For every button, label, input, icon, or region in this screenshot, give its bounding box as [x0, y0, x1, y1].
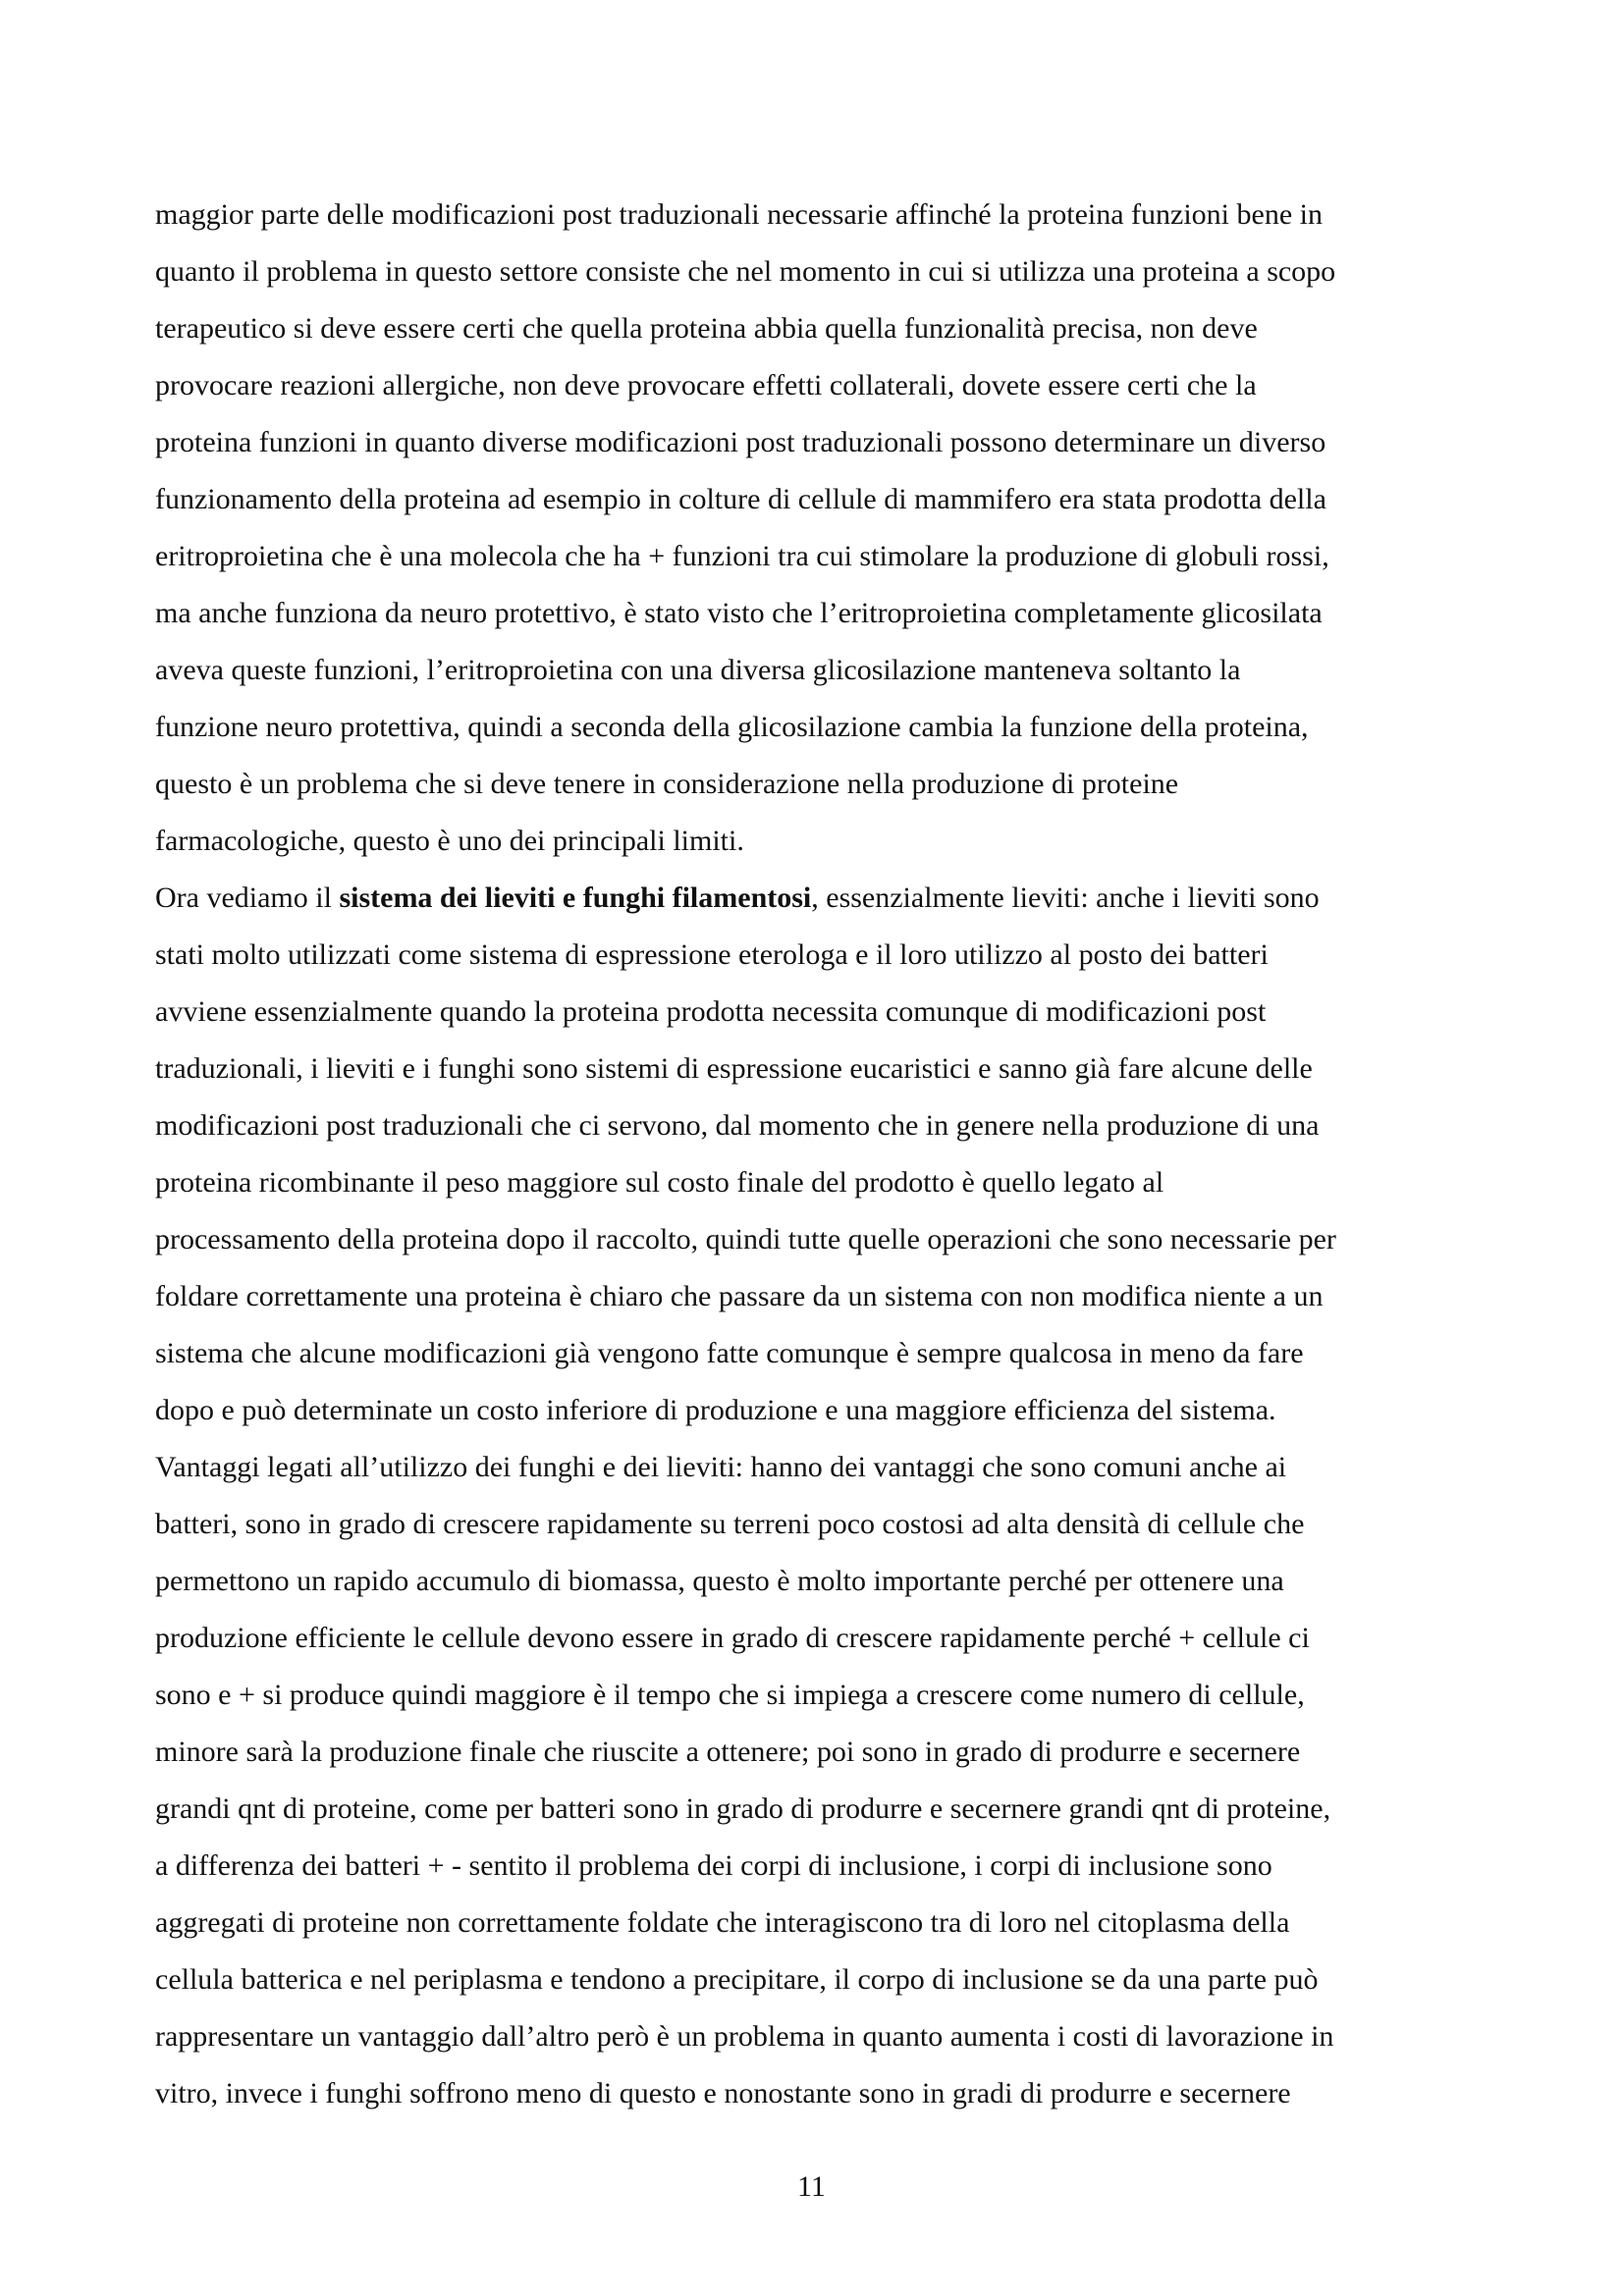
text-line: questo è un problema che si deve tenere in considerazione nella produzione di proteine: [155, 768, 1179, 800]
line-text-before-bold: Ora vediamo il: [155, 881, 340, 914]
text-line: proteina funzioni in quanto diverse modificazioni post traduzionali possono determinare un diverso: [155, 426, 1326, 458]
text-line: proteina ricombinante il peso maggiore sul costo finale del prodotto è quello legato al: [155, 1166, 1164, 1199]
text-line: grandi qnt di proteine, come per batteri sono in grado di produrre e secernere grandi qnt di proteine,: [155, 1792, 1331, 1825]
text-line: rappresentare un vantaggio dall’altro però è un problema in quanto aumenta i costi di lavorazione in: [155, 2020, 1334, 2053]
text-line: avviene essenzialmente quando la proteina prodotta necessita comunque di modificazioni post: [155, 995, 1267, 1028]
text-line: aggregati di proteine non correttamente foldate che interagiscono tra di loro nel citoplasma della: [155, 1906, 1290, 1939]
text-line: funzione neuro protettiva, quindi a seconda della glicosilazione cambia la funzione della proteina,: [155, 711, 1309, 743]
text-line: minore sarà la produzione finale che riuscite a ottenere; poi sono in grado di produrre e secernere: [155, 1735, 1301, 1768]
text-line: eritroproietina che è una molecola che ha + funzioni tra cui stimolare la produzione di globuli rossi,: [155, 540, 1329, 572]
text-line: modificazioni post traduzionali che ci servono, dal momento che in genere nella produzione di una: [155, 1109, 1320, 1142]
text-line: terapeutico si deve essere certi che quella proteina abbia quella funzionalità precisa, non deve: [155, 312, 1258, 345]
text-line-with-bold: [155, 870, 1481, 927]
page-number: 11: [797, 2170, 826, 2203]
text-line: Vantaggi legati all’utilizzo dei funghi e dei lieviti: hanno dei vantaggi che sono comuni anche ai: [155, 1451, 1287, 1483]
text-line: foldare correttamente una proteina è chiaro che passare da un sistema con non modifica niente a un: [155, 1280, 1324, 1312]
text-line: produzione efficiente le cellule devono essere in grado di crescere rapidamente perché + cellule ci: [155, 1622, 1310, 1654]
body-text: [155, 187, 1481, 2122]
text-line: provocare reazioni allergiche, non deve provocare effetti collaterali, dovete essere certi che la: [155, 369, 1257, 401]
text-line: processamento della proteina dopo il raccolto, quindi tutte quelle operazioni che sono necessarie per: [155, 1223, 1336, 1255]
text-line: stati molto utilizzati come sistema di espressione eterologa e il loro utilizzo al posto dei batteri: [155, 938, 1269, 971]
text-line: sistema che alcune modificazioni già vengono fatte comunque è sempre qualcosa in meno da fare: [155, 1337, 1304, 1369]
text-line: funzionamento della proteina ad esempio in colture di cellule di mammifero era stata prodotta della: [155, 483, 1326, 515]
text-line: permettono un rapido accumulo di biomassa, questo è molto importante perché per ottenere una: [155, 1565, 1284, 1597]
text-line: ma anche funziona da neuro protettivo, è stato visto che l’eritroproietina completamente glicosilata: [155, 597, 1323, 629]
text-line: aveva queste funzioni, l’eritroproietina con una diversa glicosilazione manteneva soltanto la: [155, 654, 1241, 686]
text-line: traduzionali, i lieviti e i funghi sono sistemi di espressione eucaristici e sanno già fare alcune delle: [155, 1052, 1313, 1085]
text-line: quanto il problema in questo settore consiste che nel momento in cui si utilizza una proteina a scopo: [155, 255, 1336, 288]
text-line: dopo e può determinate un costo inferiore di produzione e una maggiore efficienza del sistema.: [155, 1394, 1276, 1426]
line-text-after-bold: , essenzialmente lieviti: anche i lieviti sono: [811, 881, 1320, 914]
text-line: vitro, invece i funghi soffrono meno di questo e nonostante sono in gradi di produrre e secernere: [155, 2077, 1291, 2109]
text-line: farmacologiche, questo è uno dei principali limiti.: [155, 825, 744, 857]
bold-term: sistema dei lieviti e funghi filamentosi: [339, 881, 812, 914]
text-line: maggior parte delle modificazioni post traduzionali necessarie affinché la proteina funzioni bene in: [155, 198, 1323, 231]
text-line: a differenza dei batteri + - sentito il problema dei corpi di inclusione, i corpi di inclusione sono: [155, 1849, 1272, 1882]
text-line: sono e + si produce quindi maggiore è il tempo che si impiega a crescere come numero di cellule,: [155, 1679, 1305, 1711]
text-line: batteri, sono in grado di crescere rapidamente su terreni poco costosi ad alta densità di cellule che: [155, 1508, 1305, 1540]
text-line: cellula batterica e nel periplasma e tendono a precipitare, il corpo di inclusione se da una parte può: [155, 1963, 1319, 1996]
